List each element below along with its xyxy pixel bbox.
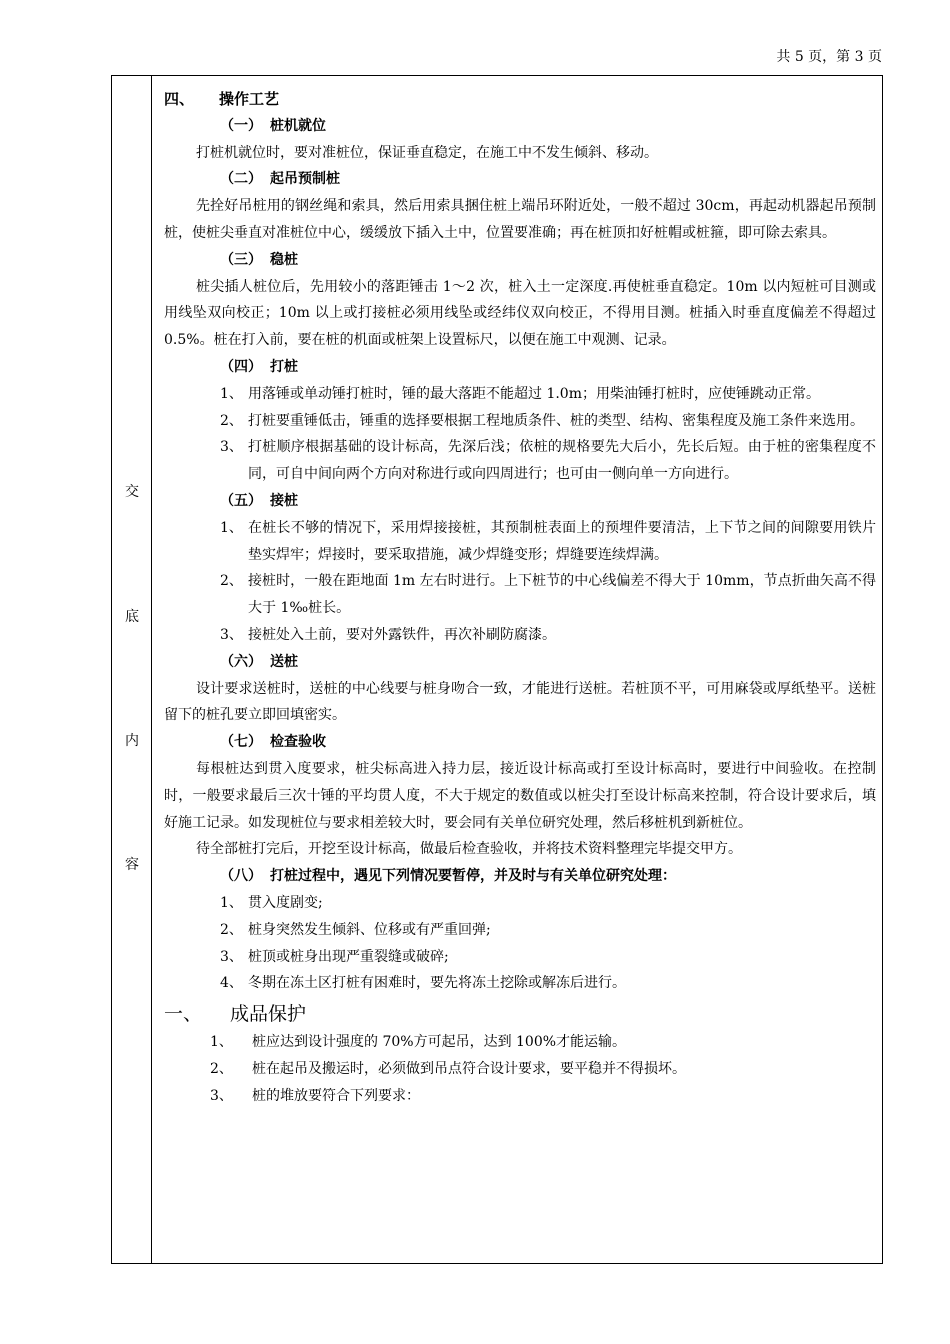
paragraph: 打桩机就位时，要对准桩位，保证垂直稳定，在施工中不发生倾斜、移动。 [196, 144, 658, 161]
list-item: 1、 贯入度剧变; [220, 894, 323, 911]
subsection-heading: （五） 接桩 [220, 492, 298, 509]
side-label-column [112, 76, 152, 1263]
subsection-heading: （八） 打桩过程中，遇见下列情况要暂停，并及时与有关单位研究处理： [220, 868, 676, 885]
list-item: 2、 桩在起吊及搬运时，必须做到吊点符合设计要求，要平稳并不得损坏。 [210, 1060, 686, 1077]
list-item: 1、 用落锤或单动锤打桩时，锤的最大落距不能超过 1.0m；用柴油锤打桩时，应使锤跳动正常。 [220, 385, 820, 402]
list-item: 3、 桩的堆放要符合下列要求： [210, 1087, 420, 1104]
list-item: 3、 接桩处入土前，要对外露铁件，再次补刷防腐漆。 [220, 626, 556, 643]
side-label-char: 交 [125, 484, 139, 500]
list-item: 3、 桩顶或桩身出现严重裂缝或破碎; [220, 948, 449, 965]
content-area [164, 86, 876, 1109]
list-item: 1、 桩应达到设计强度的 70%方可起吊，达到 100%才能运输。 [210, 1034, 627, 1051]
paragraph: 设计要求送桩时，送桩的中心线要与桩身吻合一致，才能进行送桩。若桩顶不平，可用麻袋或厚纸垫平。送桩留下的桩孔要立即回填密实。 [164, 680, 876, 724]
list-item: 4、 冬期在冻土区打桩有困难时，要先将冻土挖除或解冻后进行。 [220, 975, 626, 992]
subsection-heading: （二） 起吊预制桩 [220, 171, 340, 188]
page-number: 共 5 页，第 3 页 [776, 49, 882, 65]
side-label-char: 底 [125, 609, 139, 625]
section-heading: 一、 成品保护 [164, 1003, 307, 1026]
list-item: 2、 打桩要重锤低击，锤重的选择要根据工程地质条件、桩的类型、结构、密集程度及施工条件来选用。 [220, 412, 864, 429]
list-item: 3、 打桩顺序根据基础的设计标高，先深后浅；依桩的规格要先大后小，先长后短。由于桩的密集程度不同，可自中间向两个方向对称进行或向四周进行；也可由一侧向单一方向进行。 [220, 439, 876, 483]
subsection-heading: （四） 打桩 [220, 358, 298, 375]
section-heading: 四、 操作工艺 [164, 90, 280, 108]
list-item: 2、 桩身突然发生倾斜、位移或有严重回弹; [220, 921, 491, 938]
paragraph: 待全部桩打完后，开挖至设计标高，做最后检查验收，并将技术资料整理完毕提交甲方。 [196, 841, 742, 858]
list-item: 2、 接桩时，一般在距地面 1m 左右时进行。上下桩节的中心线偏差不得大于 10mm，节点折曲矢高不得大于 1‰桩长。 [220, 573, 876, 617]
subsection-heading: （三） 稳桩 [220, 251, 298, 268]
paragraph: 先拴好吊桩用的钢丝绳和索具，然后用索具捆住桩上端吊环附近处，一般不超过 30cm，再起动机器起吊预制桩，使桩尖垂直对准桩位中心，缓缓放下插入土中，位置要准确；再在桩顶扣好桩帽或桩箍，即可除去索具。 [164, 198, 876, 241]
disclosure-table [111, 75, 883, 1264]
paragraph: 每根桩达到贯入度要求，桩尖标高进入持力层，接近设计标高或打至设计标高时，要进行中间验收。在控制时，一般要求最后三次十锤的平均贯人度，不大于规定的数值或以桩尖打至设计标高来控制，符合设计要求后，填好施工记录。如发现桩位与要求相差较大时，要会同有关单位研究处理，然后移桩机到新桩位。 [164, 760, 876, 831]
subsection-heading: （六） 送桩 [220, 653, 298, 670]
list-item: 1、 在桩长不够的情况下，采用焊接接桩，其预制桩表面上的预埋件要清洁，上下节之间的间隙要用铁片垫实焊牢；焊接时，要采取措施，减少焊缝变形；焊缝要连续焊满。 [220, 519, 876, 563]
subsection-heading: （一） 桩机就位 [220, 117, 326, 134]
paragraph: 桩尖插人桩位后，先用较小的落距锤击 1～2 次，桩入土一定深度.再使桩垂直稳定。10m 以内短桩可目测或用线坠双向校正；10m 以上或打接桩必须用线坠或经纬仪双向校正，不得用目测。桩插入时垂直度偏差不得超过 0.5%。桩在打入前，要在桩的机面或桩架上设置标尺，以便在施工中观测、记录。 [164, 278, 876, 349]
subsection-heading: （七） 检查验收 [220, 734, 326, 751]
side-label-char: 内 [125, 733, 139, 749]
side-label-char: 容 [125, 857, 139, 873]
